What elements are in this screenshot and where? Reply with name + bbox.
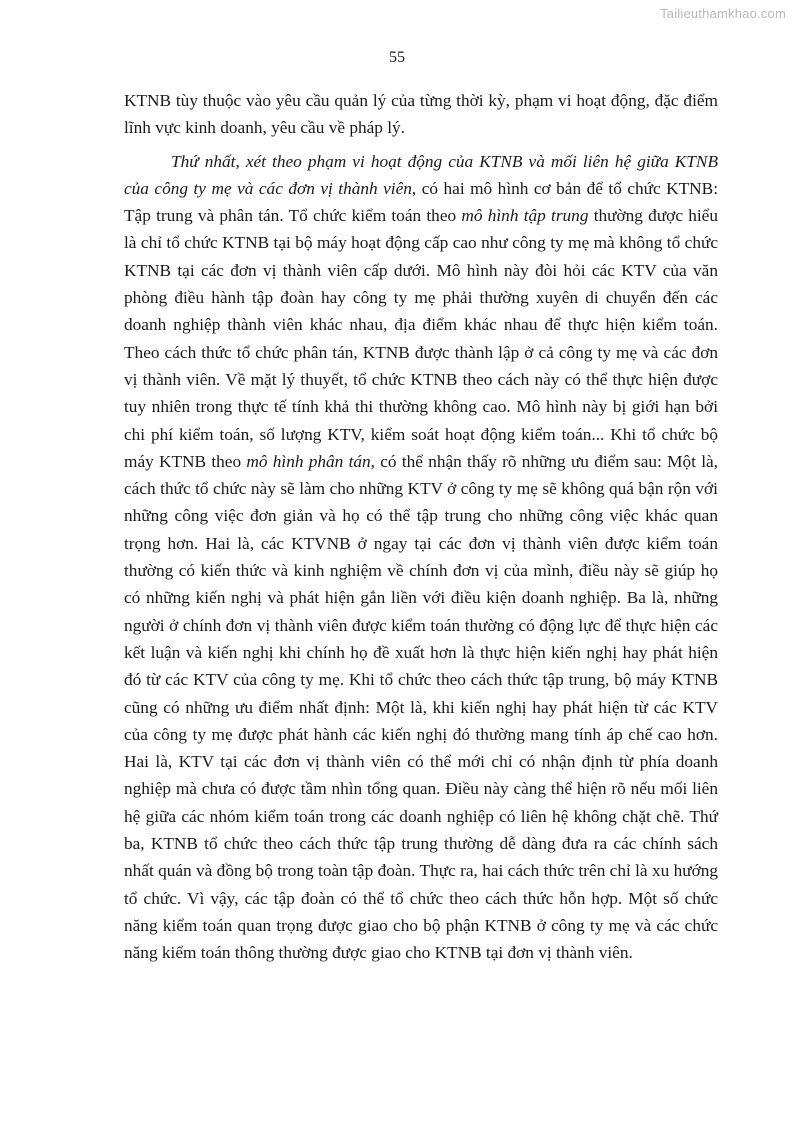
- text-segment: , có thể nhận thấy rõ những ưu điểm sau: Một là, cách thức tổ chức này sẽ làm cho những KTV ở công ty mẹ sẽ không quá bận rộn với những công việc đơn giản và họ có thể tập trung cho những công việc khác quan trọng hơn. Hai là, các KTVNB ở ngay tại các đơn vị thành viên được kiểm toán thường có kiến thức và kinh nghiệm về chính đơn vị của mình, điều này sẽ giúp họ có những kiến nghị và phát hiện gắn liền với điều kiện doanh nghiệp. Ba là, những người ở chính đơn vị thành viên được kiểm toán thường có động lực để thực hiện các kết luận và kiến nghị khi chính họ đề xuất hơn là thực hiện kiến nghị hay phát hiện đó từ các KTV của công ty mẹ. Khi tổ chức theo cách thức tập trung, bộ máy KTNB cũng có những ưu điểm nhất định: Một là, khi kiến nghị hay phát hiện từ các KTV của công ty mẹ được phát hành các kiến nghị đó thường mang tính áp chế cao hơn. Hai là, KTV tại các đơn vị thành viên có thể mới chỉ có nhận định từ phía doanh nghiệp mà chưa có được tầm nhìn tổng quan. Điều này càng thể hiện rõ nếu mối liên hệ giữa các nhóm kiểm toán trong các doanh nghiệp có liên hệ không chặt chẽ. Thứ ba, KTNB tổ chức theo cách thức tập trung thường dễ dàng đưa ra các chính sách nhất quán và đồng bộ trong toàn tập đoàn. Thực ra, hai cách thức trên chỉ là xu hướng tổ chức. Vì vậy, các tập đoàn có thể tổ chức theo cách thức hỗn hợp. Một số chức năng kiểm toán quan trọng được giao cho bộ phận KTNB ở công ty mẹ và các chức năng kiểm toán thông thường được giao cho KTNB tại đơn vị thành viên.: [124, 451, 719, 963]
- text-segment: thường được hiểu là chỉ tổ chức KTNB tại bộ máy hoạt động cấp cao như công ty mẹ mà không tổ chức KTNB tại các đơn vị thành viên cấp dưới. Mô hình này đòi hỏi các KTV của văn phòng điều hành tập đoàn hay công ty mẹ phải thường xuyên di chuyển đến các doanh nghiệp thành viên khác nhau, địa điểm khác nhau để thực hiện kiểm toán. Theo cách thức tổ chức phân tán, KTNB được thành lập ở cả công ty mẹ và các đơn vị thành viên. Về mặt lý thuyết, tổ chức KTNB theo cách này có thể thực hiện được tuy nhiên trong thực tế tính khả thi thường không cao. Mô hình này bị giới hạn bởi chi phí kiểm toán, số lượng KTV, kiểm soát hoạt động kiểm toán... Khi tổ chức bộ máy KTNB theo: [124, 206, 718, 471]
- italic-term-decentralized: mô hình phân tán: [246, 451, 371, 471]
- italic-term-centralized: mô hình tập trung: [461, 206, 589, 226]
- page-number: 55: [389, 49, 405, 66]
- paragraph-continuation: [124, 87, 718, 142]
- italic-lead-phrase: Thứ nhất, xét theo phạm vi hoạt động của KTNB và mối liên hệ giữa KTNB của công ty mẹ và các đơn vị thành viên: [124, 151, 718, 198]
- watermark-text: Tailieuthamkhao.com: [660, 6, 786, 21]
- paragraph-organization-models: [124, 148, 718, 967]
- text-segment: KTNB tùy thuộc vào yêu cầu quản lý của từng thời kỳ, phạm vi hoạt động, đặc điểm lĩnh vực kinh doanh, yêu cầu về pháp lý.: [124, 91, 718, 138]
- document-body: [124, 87, 718, 967]
- text-segment: , có hai mô hình cơ bản để tổ chức KTNB: Tập trung và phân tán. Tổ chức kiểm toán theo: [124, 178, 718, 226]
